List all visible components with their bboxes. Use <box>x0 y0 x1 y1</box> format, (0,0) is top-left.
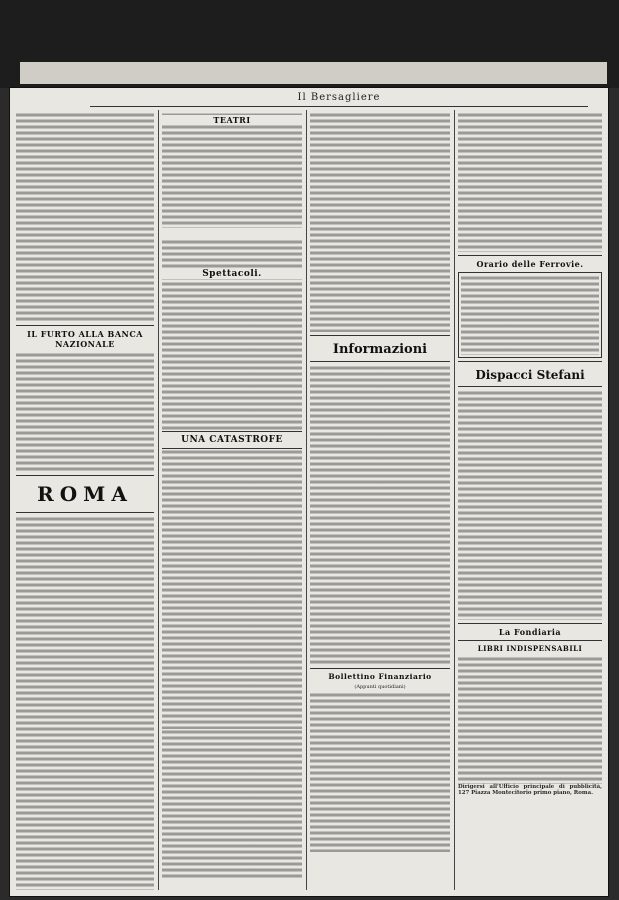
subheading <box>162 230 302 237</box>
column-4 <box>458 112 602 890</box>
heading-orario-ferrovie: Orario delle Ferrovie. <box>476 259 584 269</box>
heading-libri-indispensabili: LIBRI INDISPENSABILI <box>477 644 583 653</box>
article-text <box>16 112 154 322</box>
heading-roma: ROMA <box>37 482 133 506</box>
article-text <box>16 516 154 890</box>
heading-bollettino: Bollettino Finanziario <box>328 672 432 681</box>
bollettino-subtitle: (Appunti quotidiani) <box>354 684 406 690</box>
article-text <box>310 112 450 332</box>
column-rule <box>158 110 159 890</box>
column-2-headings <box>162 112 302 128</box>
column-3 <box>310 112 450 890</box>
timetable-box <box>458 272 602 358</box>
article-text <box>310 365 450 665</box>
spettacoli-wrap <box>162 266 302 282</box>
catastrofe-wrap <box>162 428 302 452</box>
column-rule <box>454 110 455 890</box>
column-rule <box>306 110 307 890</box>
scan-fold <box>20 62 607 84</box>
heading-teatri: TEATRI <box>162 115 302 125</box>
heading-informazioni: Informazioni <box>332 342 428 357</box>
article-text <box>162 729 302 879</box>
column-2 <box>162 112 302 890</box>
article-text <box>162 239 302 389</box>
masthead: Il Bersagliere <box>90 92 588 107</box>
column-1 <box>16 112 154 890</box>
footer-note: Dirigersi all'Ufficio principale di pubblicità, 127 Piazza Montecitorio primo piano, Roma. <box>458 784 602 797</box>
article-text <box>310 692 450 852</box>
article-text <box>458 390 602 620</box>
heading-furto-banca: IL FURTO ALLA BANCA NAZIONALE <box>27 329 143 349</box>
heading-spettacoli: Spettacoli. <box>162 269 302 279</box>
newspaper-page <box>10 88 608 896</box>
article-text <box>458 112 602 252</box>
article-text <box>162 112 302 228</box>
advert-text <box>458 656 602 784</box>
scan-top-background <box>0 0 619 88</box>
heading-la-fondiaria: La Fondiaria <box>498 627 562 637</box>
heading-una-catastrofe: UNA CATASTROFE <box>181 435 283 445</box>
heading-dispacci-stefani: Dispacci Stefani <box>475 368 585 382</box>
article-text <box>16 352 154 472</box>
